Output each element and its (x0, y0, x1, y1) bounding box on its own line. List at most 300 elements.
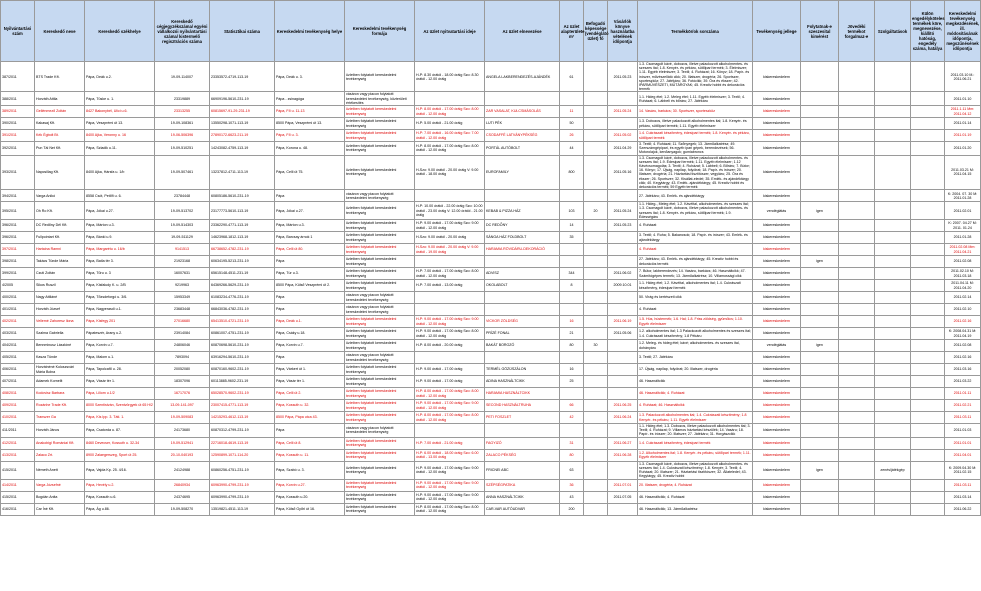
header-cell: Külön engedélyköteles termékek köre, megnevezése, kiállító hatóság, engedély száma, hatálya (911, 1, 945, 62)
cell-lic (911, 92, 945, 106)
cell-alc (801, 376, 839, 388)
cell-shop: EUROFAMILY (485, 155, 560, 190)
cell-type: kiskereskedelem (753, 388, 801, 400)
cell-date: 2011.06.24 (608, 412, 638, 424)
cell-items: 17. Újság, napilap, folyóirat; 20. Illatszer, drogéria (638, 364, 753, 376)
cell-shop: HARAMIA RÖVIDÁRU-DEKORÁCIÓ (485, 244, 560, 256)
cell-cap (584, 62, 608, 92)
cell-stat: 27890172-6623-211-19 (210, 130, 275, 142)
cell-form: üzletben folytatott kereskedelmi tevékenység (345, 461, 415, 479)
cell-lic (911, 155, 945, 190)
cell-num: 401/2011 (1, 304, 35, 316)
cell-cap (584, 280, 608, 292)
table-row (1, 400, 981, 412)
cell-cap (584, 449, 608, 461)
cell-seat: Pápa, Liliom u.1/2 (85, 388, 155, 400)
cell-reg: 7893094 (155, 352, 210, 364)
cell-form: üzletben folytatott kereskedelmi tevékenység (345, 202, 415, 220)
cell-seat: Pápa, Tüske u. 1. (85, 92, 155, 106)
cell-type: kiskereskedelem (753, 292, 801, 304)
cell-form: üzletben folytatott kereskedelmi tevékenység (345, 155, 415, 190)
cell-items: 1.3. Csomagolt kávé, dobozos, illetve palackozott alkoholmentes- és szeszes ital; 1.8. Kenyér- és pékáru, sütőipari termék; 3. Élelmiszer; 1.11. Egyéb élelmiszer; 3. Textil; 4. Ruházat; 16. Könyv; 18. Papír- és írószer, művészellátó cikk; 20. Illatszer, drogéria; 26. Sportszer, sporteszköz; 27. Játékáru; 36. Fotócikk; 39. Óra és ékszer; 42. IPARMŰVÉSZETI, MŰTÁRGYAK; 45. Kreatív hobbi és dekorációs termék (638, 62, 753, 92)
cell-hours: H-Szo: 9.00 órától - 20.00 óráig (415, 232, 485, 244)
cell-area (560, 424, 584, 438)
cell-alc (801, 280, 839, 292)
cell-area: 16 (560, 316, 584, 328)
cell-cap (584, 328, 608, 340)
cell-shop: ZALACO PÉKSÉG (485, 449, 560, 461)
cell-date: 2011.07.05 (608, 491, 638, 503)
cell-num: 396/2011 (1, 232, 35, 244)
cell-reg: 23683448 (155, 304, 210, 316)
cell-alc (801, 449, 839, 461)
cell-exc (839, 118, 875, 130)
header-cell: Kereskedő neve (35, 1, 85, 62)
cell-shop (485, 92, 560, 106)
cell-start: 2011.01.11 (945, 388, 981, 400)
cell-num: 411/2011 (1, 424, 35, 438)
cell-area: 44 (560, 142, 584, 156)
cell-date (608, 461, 638, 479)
cell-reg: 19-09-510251 (155, 142, 210, 156)
cell-items: 1.1. Hideg étel; 1.3. Dobozos, illetve palackozott alkoholmentes ital; 3. Textil; 4. Ruházat; 9. Villamos háztartási készülék; 14. Vasáru; 18. Papír- és írószer; 20. Illatszer; 27. Játékáru; 31. Horgászcikk (638, 424, 753, 438)
cell-name: Horváth József (35, 304, 85, 316)
cell-reg: 9141513 (155, 244, 210, 256)
cell-date (608, 503, 638, 515)
cell-seat: Pápa, Margarétu u. 16/b (85, 244, 155, 256)
cell-num: 415/2011 (1, 491, 35, 503)
cell-alc (801, 352, 839, 364)
table-row (1, 142, 981, 156)
cell-hours: H-P: 8.00 órától - 17.00 óráig Szo: 8.00 órától - 12.00 óráig (415, 142, 485, 156)
cell-lic (911, 220, 945, 232)
header-cell: Befogadó képessége (vendéglátó üzlet) fő (584, 1, 608, 62)
cell-items: 27. Játékáru; 43. Emlék- és ajándéktárgy (638, 190, 753, 202)
cell-name: Kasza Tünde (35, 352, 85, 364)
cell-hours: H-P: 5.00 órától - 21.00 óráig (415, 118, 485, 130)
cell-date: 2011.06.25 (608, 400, 638, 412)
cell-seat: Pápa, Vásár tér 1. (85, 376, 155, 388)
cell-stat: 65413510-4721-231-19 (210, 316, 275, 328)
cell-cap (584, 412, 608, 424)
cell-start: K: 2007. 04.27 M: 2011. 01.24 (945, 220, 981, 232)
cell-start: 2011.06.22 (945, 503, 981, 515)
header-cell: Kereskedő cégjegyzékszáma/ egyéni vállalkozói nyilvántartási száma/ kistermelő regisztrációs száma (155, 1, 210, 62)
cell-alc (801, 62, 839, 92)
cell-num: 4/2005 (1, 280, 35, 292)
cell-start: 2011.02.08 Mm: 2011.04.21 (945, 244, 981, 256)
cell-shop: HARAMIA HASZNÁLTCIKK (485, 388, 560, 400)
cell-type: kiskereskedelem (753, 461, 801, 479)
cell-date (608, 424, 638, 438)
cell-stat: 13550298-1071-113-19 (210, 118, 275, 130)
cell-date (608, 190, 638, 202)
cell-type: kiskereskedelem (753, 328, 801, 340)
cell-lic (911, 292, 945, 304)
table-row (1, 62, 981, 92)
cell-hours (415, 190, 485, 202)
cell-area (560, 388, 584, 400)
cell-shop: BAKÁT BOROZÓ (485, 340, 560, 352)
cell-exc (839, 92, 875, 106)
cell-start: 2011.01.14 (945, 118, 981, 130)
cell-stat: 23353572-4719-113-19 (210, 62, 275, 92)
cell-serv (875, 449, 911, 461)
cell-form: üzletben folytatott kereskedelmi tevékenység (345, 400, 415, 412)
cell-name: Adamek Kornelit (35, 376, 85, 388)
cell-type: kiskereskedelem (753, 491, 801, 503)
cell-stat: 60113885-9602-231-19 (210, 376, 275, 388)
cell-serv (875, 388, 911, 400)
cell-form: üzletben folytatott kereskedelmi tevékenység (345, 503, 415, 515)
cell-hours (415, 304, 485, 316)
cell-items: 1.3. Csomagolt kávé, dobozos, illetve palackozott alkoholmentes- és szeszes ital; 1.4. Cukrászati készítmény; 1.8. Kenyér; 3. Textil; 4. Ruházat; 20. Illatszer; 21. Háztartási tisztítószer; 32. Állateledel; 43. Kegytárgy; 45. Kreatív hobbi (638, 461, 753, 479)
cell-shop: ADVISZ (485, 268, 560, 280)
cell-name: Czuti Zoltán (35, 268, 85, 280)
cell-serv (875, 118, 911, 130)
cell-lic (911, 340, 945, 352)
cell-type: kiskereskedelem (753, 364, 801, 376)
cell-seat: Pápa, Kisfaludy K. u. 2/B (85, 280, 155, 292)
cell-seat: Pápateszér, Arany u.2. (85, 328, 155, 340)
cell-num: 392/2011 (1, 142, 35, 156)
cell-lic (911, 118, 945, 130)
cell-serv (875, 106, 911, 118)
header-cell: Az üzlet elnevezése (485, 1, 560, 62)
cell-area: 50 (560, 118, 584, 130)
cell-items: 1.1. Hideg étel; 1.2. Kávéital, alkoholmentes ital; 1.4. Cukrászati készítmény, édesipari termék (638, 280, 753, 292)
cell-date (608, 232, 638, 244)
cell-area: 35 (560, 232, 584, 244)
cell-reg: 15953349 (155, 292, 210, 304)
header-cell: Vásárlók könyve használatba vételének időpontja (608, 1, 638, 62)
table-header (1, 1, 981, 62)
cell-form: üzletben folytatott kereskedelmi tevékenység (345, 316, 415, 328)
cell-hours: H-P: 10.00 órától - 22.00 óráig Szo: 10.00 órától - 23.00 óráig V: 12.00 órától - 21.00 óráig (415, 202, 485, 220)
cell-name: Vellemé Zahoresz Ilona (35, 316, 85, 328)
cell-serv (875, 190, 911, 202)
cell-hours: H-P: 8.30 órától - 18.00 óráig Szo: 8.30 órától - 12.00 óráig (415, 62, 485, 92)
cell-shop: ADINA HASZNÁLTCIKK (485, 376, 560, 388)
cell-stat: 60860256-4751-231-19 (210, 461, 275, 479)
cell-alc (801, 400, 839, 412)
cell-alc (801, 130, 839, 142)
cell-cap (584, 244, 608, 256)
cell-items: 4. Ruházat (638, 304, 753, 316)
cell-stat: 64369266-5629-231-19 (210, 280, 275, 292)
cell-cap (584, 106, 608, 118)
cell-items: 3. Textil; 4. Ruha; 5. Bakancsok; 18. Papír- és írószer; 43. Emlék- és ajándéktárgy (638, 232, 753, 244)
cell-start: 2011.02.10 (945, 304, 981, 316)
cell-exc (839, 388, 875, 400)
cell-num: 414/2011 (1, 479, 35, 491)
cell-type: kiskereskedelem (753, 479, 801, 491)
cell-start: 2011.01.03 (945, 424, 981, 438)
cell-stat: 60634195-5213-231-19 (210, 256, 275, 268)
cell-lic (911, 503, 945, 515)
cell-start: 2011.01.20 (945, 142, 981, 156)
cell-start: 2011.1.11 Mm: 2011.04.12 (945, 106, 981, 118)
cell-stat: 66909196-5610-231-19 (210, 92, 275, 106)
cell-seat: Pápa, Márton u.3. (85, 220, 155, 232)
header-cell: Jövedéki termékot forgalmaz-e (839, 1, 875, 62)
cell-reg: 18307096 (155, 376, 210, 388)
cell-lic (911, 412, 945, 424)
cell-exc (839, 190, 875, 202)
cell-shop: SECOND HASZNÁLTRUHA (485, 400, 560, 412)
cell-serv (875, 412, 911, 424)
cell-cap (584, 155, 608, 190)
cell-seat: Pápa, Batla tér 3. (85, 256, 155, 268)
cell-alc (801, 244, 839, 256)
cell-exc (839, 424, 875, 438)
cell-reg: 16717076 (155, 388, 210, 400)
cell-cap (584, 376, 608, 388)
cell-alc (801, 220, 839, 232)
cell-num: 416/2011 (1, 503, 35, 515)
cell-seat: Pápa, Bánki u.9. (85, 232, 155, 244)
cell-lic (911, 388, 945, 400)
cell-items: 46. Használtcikk; 4. Ruházat (638, 491, 753, 503)
cell-seat: Pápa, Kisfegy 201 (85, 316, 155, 328)
cell-form: üzletben folytatott kereskedelmi tevékenység (345, 412, 415, 424)
cell-items: 3. Textil; 27. Játékáru (638, 352, 753, 364)
cell-cap (584, 503, 608, 515)
cell-cap (584, 232, 608, 244)
cell-shop: ANGELA LAKBERENDEZÉS-AJÁNDÉK (485, 62, 560, 92)
header-cell: Az üzlet alapterülete m² (560, 1, 584, 62)
cell-start: 2011.02.01 (945, 202, 981, 220)
header-cell: Folytatnak-e szeszesital kimérést (801, 1, 839, 62)
cell-place: Pápa, Várkert út 1. (275, 364, 345, 376)
cell-type: kiskereskedelem (753, 424, 801, 438)
cell-area (560, 304, 584, 316)
cell-hours (415, 352, 485, 364)
cell-exc (839, 280, 875, 292)
cell-serv (875, 304, 911, 316)
cell-exc (839, 461, 875, 479)
cell-serv (875, 340, 911, 352)
cell-form: üzletben folytatott kereskedelmi tevékenység (345, 118, 415, 130)
cell-exc (839, 449, 875, 461)
cell-place: Pápa (275, 304, 345, 316)
cell-name: Napcsillag Kft. (35, 155, 85, 190)
cell-shop: CAR-VAR AUTÓUDVAR (485, 503, 560, 515)
cell-type: kiskereskedelem (753, 400, 801, 412)
cell-place: Pápa (275, 292, 345, 304)
cell-place: 8500 Pápa, Pápa utca 43. (275, 412, 345, 424)
cell-hours: H-P: 7.00 órától - 13.00 óráig (415, 280, 485, 292)
cell-place: Pápa, Korvin u.7. (275, 340, 345, 352)
cell-reg: 19-09-114007 (155, 62, 210, 92)
cell-area: 344 (560, 268, 584, 280)
cell-place: Pápa - zsinagóga (275, 92, 345, 106)
cell-seat: Pápa, Tűru u. 3 (85, 268, 155, 280)
cell-hours: H-P: 8.00 órától - 17.00 óráig Szo: 8.00 órától - 12.00 óráig (415, 106, 485, 118)
cell-cap (584, 388, 608, 400)
cell-alc (801, 364, 839, 376)
cell-place: 8500 Pápa, Veszprémi út 13. (275, 118, 345, 130)
cell-items: 1.2. alkoholmentes ital; 1.3 Palackozott alkoholmentes és szeszes ital; 1.4. Cukrászati készítmény; 1.8 Pékáru (639, 329, 751, 338)
cell-lic (911, 437, 945, 449)
cell-start: 2011.01.01 (945, 437, 981, 449)
cell-form: üzletben folytatott kereskedelmi tevékenység (345, 491, 415, 503)
cell-hours: H-Szo: 9.00 órától - 20.00 óráig V: 9.00 órától - 19.00 óráig (415, 244, 485, 256)
cell-alc (801, 142, 839, 156)
cell-place: Pápa, Barcsay árnok 1 (275, 232, 345, 244)
cell-stat: 14623968-1812-113-19 (210, 232, 275, 244)
cell-form: üzletben folytatott kereskedelmi tevékenység (345, 106, 415, 118)
cell-area (560, 292, 584, 304)
cell-type: vendéglátás (753, 202, 801, 220)
cell-form: üzletben folytatott kereskedelmi tevékenység (345, 256, 415, 268)
cell-name: Kodovisz Barbara (35, 388, 85, 400)
cell-alc (801, 155, 839, 190)
cell-serv (875, 292, 911, 304)
cell-alc (801, 106, 839, 118)
cell-num: 395/2011 (1, 202, 35, 220)
cell-exc (839, 437, 875, 449)
table-row (1, 118, 981, 130)
cell-stat: 66843036-4782-231-19 (210, 304, 275, 316)
cell-stat: 12590899-1071-114-20 (210, 449, 275, 461)
cell-stat: 60963990-4799-231-19 (210, 479, 275, 491)
cell-stat: 66738652-4782-231-19 (210, 244, 275, 256)
cell-serv: zenés/játékgép (875, 461, 911, 479)
table-row (1, 202, 981, 220)
cell-seat: Pápa, Hevély u.2. (85, 479, 155, 491)
table-row (1, 256, 981, 268)
cell-place: Pápa, Celli út 2. (275, 388, 345, 400)
cell-area (560, 92, 584, 106)
cell-shop: DC REDŐNY (485, 220, 560, 232)
cell-area: 16 (560, 364, 584, 376)
cell-num: 406/2011 (1, 364, 35, 376)
cell-area: 25 (560, 376, 584, 388)
cell-place: Pápa, Korvin u.27. (275, 479, 345, 491)
cell-type: kiskereskedelem (753, 352, 801, 364)
cell-start: 2011.01.28 (945, 232, 981, 244)
cell-num: 398/2011 (1, 256, 35, 268)
cell-form: vásáron vagy piacon folytatott kereskedelmi tevékenység, közterületi értékesítés (345, 92, 415, 106)
cell-cap (584, 256, 608, 268)
cell-shop: VICKOR ZÖLDSÉG (485, 316, 560, 328)
cell-num: 412/2011 (1, 437, 35, 449)
cell-serv (875, 491, 911, 503)
cell-lic (911, 316, 945, 328)
cell-start: 2011.02.10 M: 2011.03.18 (945, 268, 981, 280)
cell-form: üzletben folytatott kereskedelmi tevékenység (345, 340, 415, 352)
cell-area (560, 256, 584, 268)
cell-items: 1.4. Cukrászati készítmény, édesipari termék (638, 437, 753, 449)
cell-area (560, 190, 584, 202)
cell-stat: 22716018-4619-113-19 (210, 437, 275, 449)
cell-type: kiskereskedelem (753, 244, 801, 256)
cell-form: üzletben folytatott kereskedelmi tevékenység (345, 449, 415, 461)
cell-area: 11 (560, 106, 584, 118)
cell-area (560, 352, 584, 364)
table-row (1, 244, 981, 256)
cell-reg: 23784448 (155, 190, 210, 202)
cell-reg: 19-09-513702 (155, 202, 210, 220)
cell-date: 2009.10.01 (608, 280, 638, 292)
cell-shop: FRICNEI ABC (485, 461, 560, 479)
cell-exc (839, 62, 875, 92)
cell-shop: PRÍZÉ FONAL (485, 328, 560, 340)
cell-num: 405/2011 (1, 352, 35, 364)
cell-lic (911, 256, 945, 268)
cell-name: Fullpointart Kft. (35, 232, 85, 244)
cell-shop: KEBAB & PIZZA HÁZ (485, 202, 560, 220)
cell-items: 46. Használtcikk (638, 376, 753, 388)
cell-name: Car Íné Kft. (35, 503, 85, 515)
cell-hours: H-P: 9.00 órától - 17.00 óráig Szo: 9.00 órától - 12.00 óráig (415, 316, 485, 328)
cell-form: vásáron vagy piacon folytatott kereskedelmi tevékenység (345, 292, 415, 304)
cell-cap (584, 437, 608, 449)
cell-start: 2011.02.14 (945, 292, 981, 304)
cell-type: kiskereskedelem (753, 232, 801, 244)
cell-date (608, 292, 638, 304)
cell-name: Bennminusz Lászlóné (35, 340, 85, 352)
cell-cap (584, 479, 608, 491)
cell-serv (875, 62, 911, 92)
table-row (1, 232, 981, 244)
cell-form: üzletben folytatott kereskedelmi tevékenység (345, 437, 415, 449)
cell-date: 2011.06.19 (608, 316, 638, 328)
cell-items: 46. Használtcikk; 13. Járműalkatrész (638, 503, 753, 515)
cell-reg: 19-09-511129 (155, 232, 210, 244)
cell-date (608, 244, 638, 256)
cell-shop: SZÉPSÉGPATIKA (485, 479, 560, 491)
cell-date: 2011.04.29 (608, 142, 638, 156)
cell-num: 390/2011 (1, 118, 35, 130)
cell-alc (801, 491, 839, 503)
cell-hours: H-P: 9.00 órától - 17.00 óráig Szo: 8.00 órától - 12.00 óráig (415, 328, 485, 340)
cell-lic (911, 461, 945, 479)
cell-form: vásáron vagy piacon folytatott kereskedelmi tevékenység (345, 304, 415, 316)
cell-num: 415/2011 (1, 461, 35, 479)
cell-exc (839, 352, 875, 364)
cell-date (608, 388, 638, 400)
cell-start: K: 2009.04.30 M: 2011.02.15 (945, 461, 981, 479)
cell-exc (839, 155, 875, 190)
cell-serv (875, 268, 911, 280)
cell-place: Pápa, Celli út 80. (275, 244, 345, 256)
cell-reg: 9219963 (155, 280, 210, 292)
table-row (1, 328, 981, 340)
cell-num: 393/2011 (1, 155, 35, 190)
cell-shop: OKOLABOLT (485, 280, 560, 292)
cell-alc (801, 304, 839, 316)
cell-items: 1.1. Hideg-, Meleg étel; 1.2. Kávéital, alkoholmentes- és szeszes ital; 1.3. Csomagolt kávé, dobozos, illetve palackozott alkoholmentes- és szeszes ital; 1.8. Kenyér- és pékáru, sütőipari termék; 1.9. Édességáru (638, 202, 753, 220)
cell-start: 2011.02.16 (945, 316, 981, 328)
cell-form: üzletben folytatott kereskedelmi tevékenység (345, 388, 415, 400)
cell-alc (801, 388, 839, 400)
cell-exc (839, 376, 875, 388)
cell-type: kiskereskedelem (753, 220, 801, 232)
cell-seat: Pápa, Veszprémi út 13. (85, 118, 155, 130)
cell-shop: CSODAFFÉ LATVÁNYPÉKSÉG (485, 130, 560, 142)
cell-cap (584, 491, 608, 503)
cell-cap (584, 352, 608, 364)
cell-num: 400/2011 (1, 292, 35, 304)
cell-lic (911, 244, 945, 256)
cell-num: 404/2011 (1, 340, 35, 352)
cell-stat: 65615148-4511-231-19 (210, 268, 275, 280)
cell-stat: 23362290-4771-113-19 (210, 220, 275, 232)
cell-exc (839, 202, 875, 220)
cell-place: Pápa (275, 190, 345, 202)
